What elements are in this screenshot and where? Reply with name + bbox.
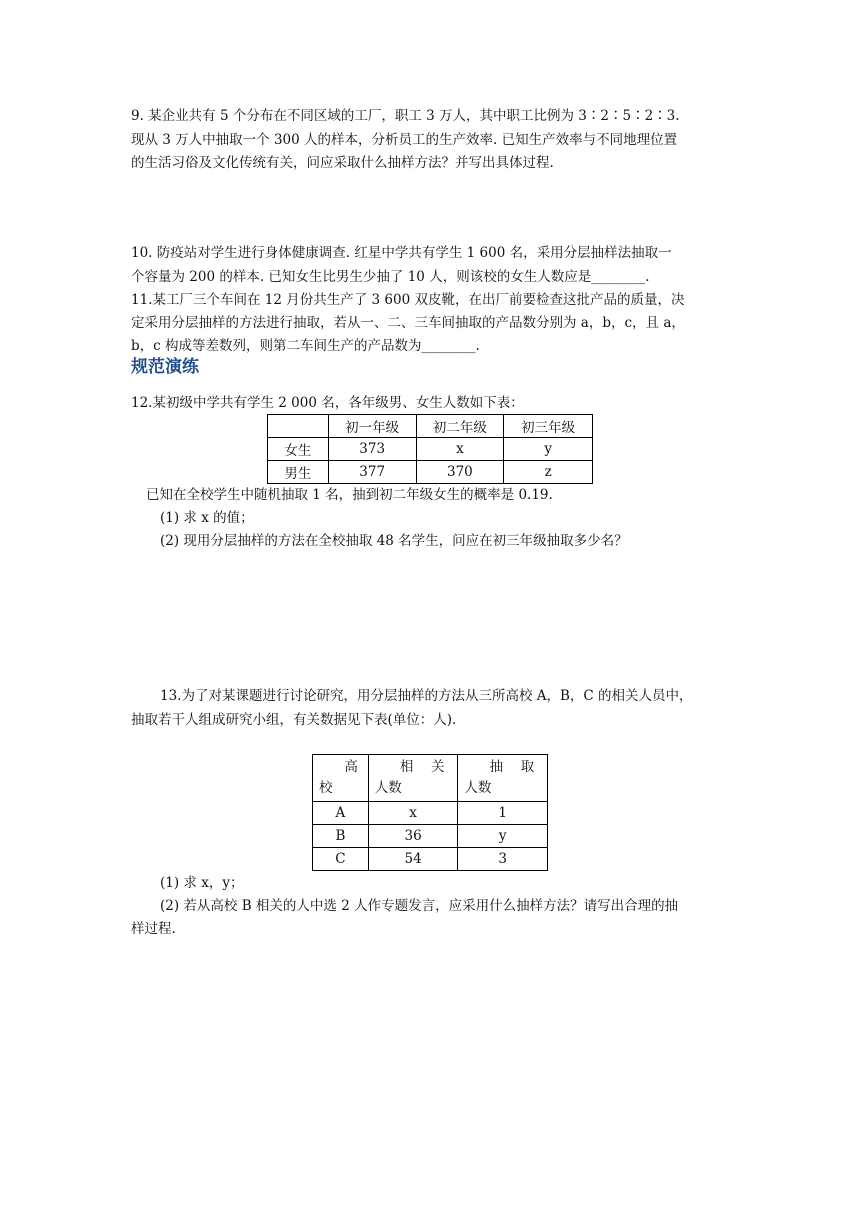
q11-line-2: 定采用分层抽样的方法进行抽取，若从一、二、三车间抽取的产品数分别为 a，b，c，且 a， [131, 315, 685, 331]
q12-part-1: (1) 求 x 的值； [160, 510, 254, 526]
q13-table [312, 754, 548, 871]
table-header-row [313, 755, 548, 802]
q11-line-3: b，c 构成等差数列，则第二车间生产的产品数为________. [131, 338, 480, 354]
q9-line-1: 9. 某企业共有 5 个分布在不同区域的工厂，职工 3 万人，其中职工比例为 3∶2∶5∶2∶3. [131, 108, 680, 124]
table-header-cell [368, 755, 458, 802]
table-cell: z [504, 461, 593, 484]
q10-line-1: 10. 防疫站对学生进行身体健康调查. 红星中学共有学生 1 600 名，采用分层抽样法抽取一 [131, 245, 672, 261]
q12-part-2: (2) 现用分层抽样的方法在全校抽取 48 名学生，问应在初三年级抽取多少名？ [160, 533, 628, 549]
table-cell: y [504, 438, 593, 461]
table-row [313, 802, 548, 825]
table-cell: x [416, 438, 504, 461]
table-header-cell [268, 415, 329, 438]
table-cell: 373 [328, 438, 416, 461]
table-cell: 3 [458, 848, 548, 871]
table-header-row [268, 415, 593, 438]
table-cell: x [368, 802, 458, 825]
q13-line-1: 13.为了对某课题进行讨论研究，用分层抽样的方法从三所高校 A，B，C 的相关人员中， [160, 688, 693, 704]
table-header-cell: 初一年级 [328, 415, 416, 438]
header-text: 抽 取 [489, 759, 541, 775]
q12-note: 已知在全校学生中随机抽取 1 名，抽到初二年级女生的概率是 0.19. [146, 487, 553, 503]
table-cell: y [458, 825, 548, 848]
q9-line-2: 现从 3 万人中抽取一个 300 人的样本，分析员工的生产效率. 已知生产效率与不同地理位置 [131, 132, 678, 148]
header-text: 人数 [374, 780, 402, 796]
table-cell: 1 [458, 802, 548, 825]
header-text: 相 关 [399, 759, 452, 775]
table-header-cell [313, 755, 369, 802]
table-row [268, 438, 593, 461]
q13-part-2-line-1: (2) 若从高校 B 相关的人中选 2 人作专题发言，应采用什么抽样方法？请写出合理的抽 [160, 898, 679, 914]
q10-line-2: 个容量为 200 的样本. 已知女生比男生少抽了 10 人，则该校的女生人数应是________. [131, 269, 650, 285]
header-text: 人数 [464, 780, 492, 796]
table-header-cell: 初二年级 [416, 415, 504, 438]
table-cell: 377 [328, 461, 416, 484]
q12-intro: 12.某初级中学共有学生 2 000 名，各年级男、女生人数如下表： [131, 395, 524, 411]
q11-line-1: 11.某工厂三个车间在 12 月份共生产了 3 600 双皮靴，在出厂前要检查这批产品的质量，决 [131, 292, 685, 308]
q9-line-3: 的生活习俗及文化传统有关，问应采取什么抽样方法？并写出具体过程. [131, 155, 554, 171]
q13-part-2-line-2: 样过程. [131, 921, 176, 937]
table-header-cell [458, 755, 548, 802]
table-cell: 54 [368, 848, 458, 871]
table-cell: 36 [368, 825, 458, 848]
table-cell: C [313, 848, 369, 871]
table-cell: B [313, 825, 369, 848]
table-header-cell: 初三年级 [504, 415, 593, 438]
q13-part-1: (1) 求 x，y； [160, 875, 244, 891]
q12-table [267, 414, 593, 484]
q13-line-2: 抽取若干人组成研究小组，有关数据见下表(单位：人). [131, 712, 457, 728]
header-text: 校 [319, 780, 333, 796]
table-row [313, 848, 548, 871]
table-cell: 男生 [268, 461, 329, 484]
section-title: 规范演练 [131, 357, 199, 377]
table-cell: 370 [416, 461, 504, 484]
table-row [313, 825, 548, 848]
table-cell: A [313, 802, 369, 825]
table-cell: 女生 [268, 438, 329, 461]
table-row [268, 461, 593, 484]
header-text: 高 [344, 759, 358, 775]
